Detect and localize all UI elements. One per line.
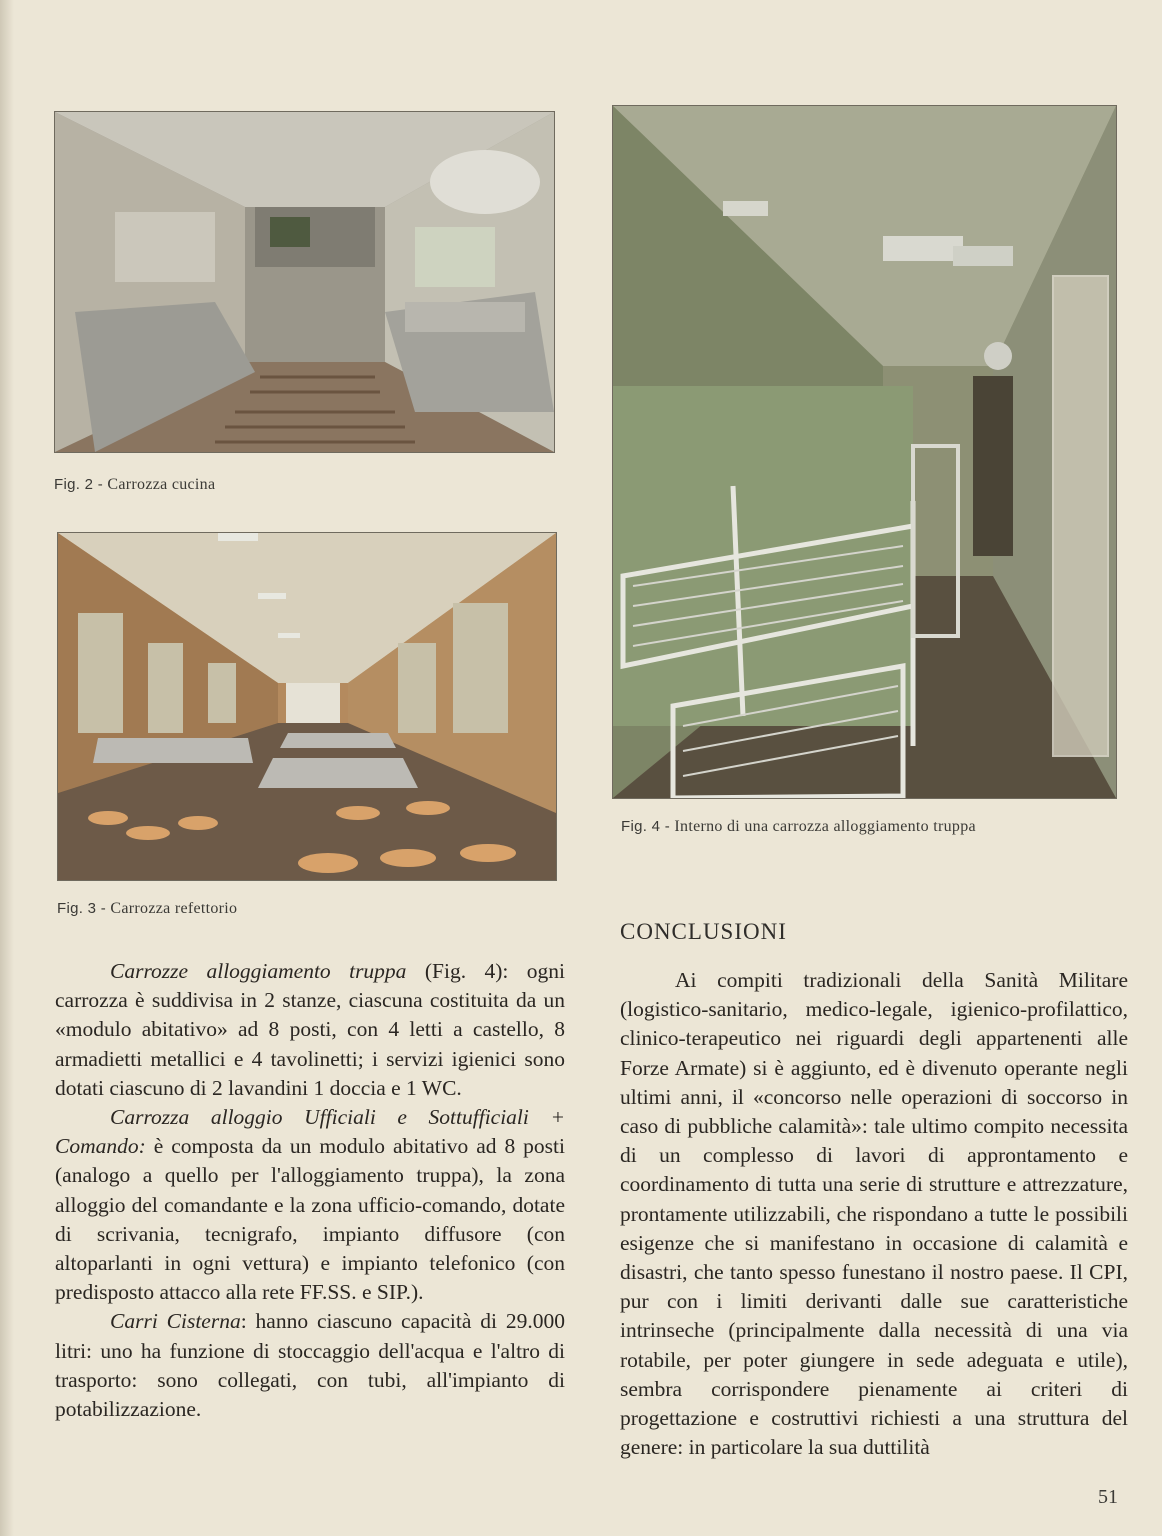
- page-number: 51: [1098, 1486, 1118, 1508]
- photo-dining-car: [57, 532, 557, 881]
- left-column-text: [55, 957, 565, 1424]
- photo-kitchen-car: [54, 111, 555, 453]
- figure-2-caption: [54, 476, 215, 494]
- paragraph-1-body: (Fig. 4): ogni carrozza è suddivisa in 2 stanze, ciascuna costituita da un «modulo abitativo» ad 8 posti, con 4 letti a castello, 8 armadietti metallici e 4 tavolinetti; i servizi igienici sono dotati ciascuno di 2 lavandini 1 doccia e 1 WC.: [55, 959, 565, 1100]
- figure-2-text: Carrozza cucina: [107, 476, 216, 493]
- figure-4-caption: [621, 818, 976, 836]
- page-edge-shadow: [0, 0, 14, 1536]
- figure-3-text: Carrozza refettorio: [110, 900, 238, 917]
- paragraph-conclusioni: Ai compiti tradizionali della Sanità Militare (logistico-sanitario, medico-legale, igienico-profilattico, clinico-terapeutico nei riguardi degli appartenenti alle Forze Armate) si è aggiunto, ed è divenuto operante negli ultimi anni, il «concorso nelle operazioni di soccorso in caso di pubbliche calamità»: tale ultimo compito necessita di un complesso di lavori di approntamento e coordinamento di tutta una serie di strutture e attrezzature, prontamente utilizzabili, che rispondano a tutte le possibili esigenze che si manifestano in occasione di calamità e disastri, che tanto spesso funestano il nostro paese. Il CPI, pur con i limiti derivanti dalle sue caratteristiche intrinseche (principalmente dalla necessità di una via rotabile, per poter giungere in sede adeguata e utile), sembra corrispondere pienamente ai criteri di progettazione e costruttivi richiesti a una struttura del genere: in particolare la sua duttilità: [620, 968, 1128, 1460]
- section-heading-conclusioni: CONCLUSIONI: [620, 919, 787, 944]
- paragraph-3-body: : hanno ciascuno capacità di 29.000 litri: uno ha funzione di stoccaggio dell'acqua e l'altro di trasporto: sono collegati, con tubi, all'impianto di potabilizzazione.: [55, 1309, 565, 1422]
- photo-troop-lodging-car: [612, 105, 1117, 799]
- figure-4-text: Interno di una carrozza alloggiamento truppa: [674, 818, 976, 835]
- figure-4-number: Fig. 4 -: [621, 818, 671, 835]
- paragraph-3-title: Carri Cisterna: [110, 1309, 241, 1334]
- paragraph-carri-cisterna: [55, 1307, 565, 1424]
- figure-3-caption: [57, 900, 237, 918]
- paragraph-2-title: Carrozza alloggio Ufficiali e Sottufficiali + Comando:: [55, 1105, 565, 1159]
- figure-2-number: Fig. 2 -: [54, 476, 104, 493]
- paragraph-carrozze-alloggiamento: [55, 957, 565, 1103]
- right-column-text: [620, 966, 1128, 1462]
- paragraph-2-body: è composta da un modulo abitativo ad 8 posti (analogo a quello per l'alloggiamento truppa), la zona alloggio del comandante e la zona ufficio-comando, dotate di scrivania, tecnigrafo, impianto diffusore (con altoparlanti in ogni vettura) e impianto telefonico (con predisposto attacco alla rete FF.SS. e SIP.).: [55, 1134, 565, 1305]
- paragraph-carrozza-ufficiali: [55, 1103, 565, 1307]
- figure-3-number: Fig. 3 -: [57, 900, 107, 917]
- paragraph-1-title: Carrozze alloggiamento truppa: [110, 959, 407, 983]
